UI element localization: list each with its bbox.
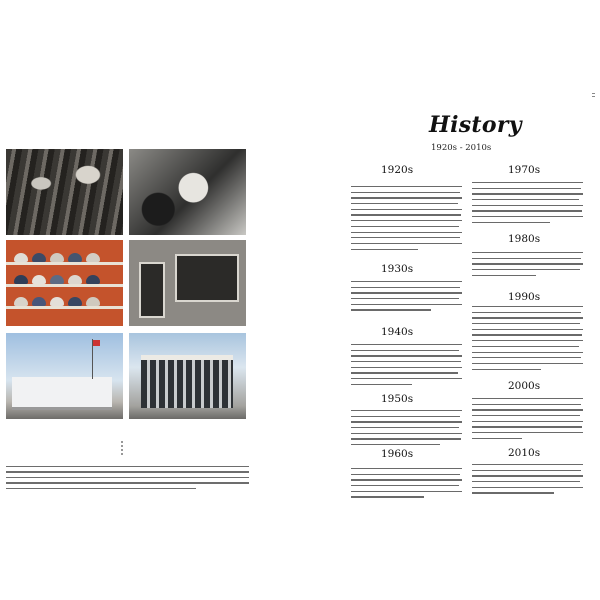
decade-body-1920s	[351, 186, 462, 254]
modern-building-photo	[129, 333, 246, 419]
factory-building-flag-photo	[6, 333, 123, 419]
page-title: History	[429, 112, 522, 138]
decade-heading-1980s: 1980s	[508, 233, 541, 245]
decade-heading-1950s: 1950s	[381, 393, 414, 405]
decade-heading-2000s: 2000s	[508, 380, 541, 392]
decade-body-1990s	[472, 306, 583, 374]
factory-workers-photo	[6, 149, 123, 235]
hat-display-shelves-photo	[6, 240, 123, 326]
decade-body-1940s	[351, 344, 462, 390]
decade-body-1930s	[351, 281, 462, 315]
decade-body-2000s	[472, 398, 583, 444]
page-ornament-icon	[117, 439, 127, 457]
decade-body-2010s	[472, 464, 583, 498]
decade-body-1970s	[472, 182, 583, 228]
decade-body-1950s	[351, 410, 462, 450]
caption-text-block	[6, 466, 249, 494]
decade-body-1960s	[351, 468, 462, 502]
decade-heading-1930s: 1930s	[381, 263, 414, 275]
shop-storefront-photo	[129, 240, 246, 326]
decade-heading-1940s: 1940s	[381, 326, 414, 338]
decade-heading-1990s: 1990s	[508, 291, 541, 303]
decade-heading-2010s: 2010s	[508, 447, 541, 459]
decade-heading-1960s: 1960s	[381, 448, 414, 460]
sewing-machine-photo	[129, 149, 246, 235]
decade-heading-1970s: 1970s	[508, 164, 541, 176]
page-edge-marker-icon	[592, 93, 595, 101]
decade-body-1980s	[472, 252, 583, 280]
decade-heading-1920s: 1920s	[381, 164, 414, 176]
photo-icon-name	[0, 0, 1, 1]
page-subtitle: 1920s - 2010s	[431, 143, 492, 153]
